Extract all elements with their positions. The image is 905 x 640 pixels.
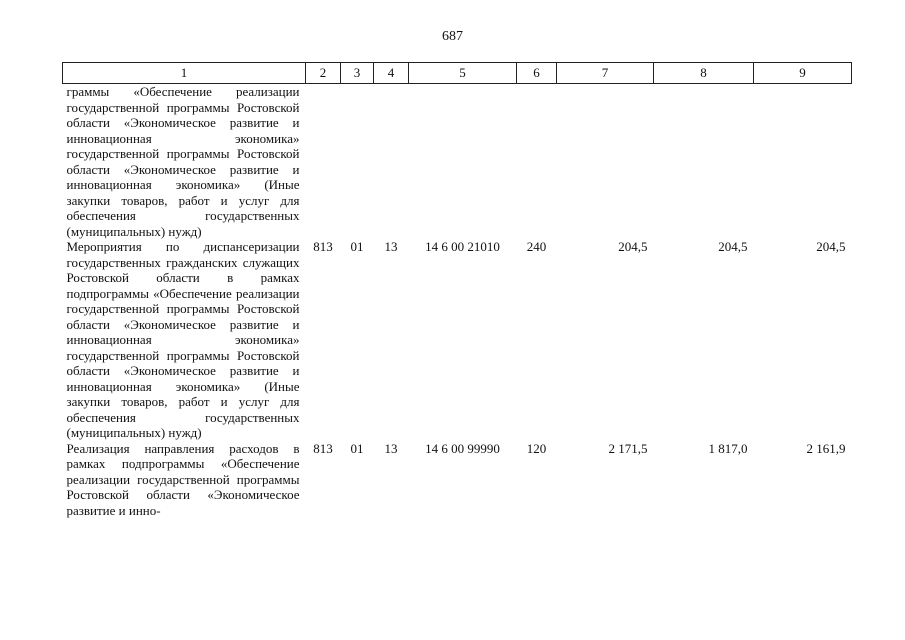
cell-expense-type: 240 [526,239,547,254]
cell-amount-7: 2 171,5 [608,440,648,456]
row-description: граммы «Обеспечение реализации государственной программы Ростовской области «Экономическое развитие и инновационная экономика» государственной программы Ростовской области «Экономическое развитие и инновационная экономика» (Иные закупки товаров, работ и услуг для обеспечения государственных (муниципальных) нужд) [66,84,300,239]
cell-subsection-code: 13 [384,239,398,254]
table-row [63,441,852,519]
column-header-4: 4 [374,63,409,84]
column-header-3: 3 [341,63,374,84]
cell-subsection-code [374,84,409,240]
page-number: 687 [442,29,463,44]
cell-target-code: 14 6 00 21010 [425,239,500,254]
column-header-5: 5 [409,63,517,84]
cell-amount-8: 1 817,0 [708,440,748,456]
table-row [63,84,852,240]
cell-amount-7 [557,84,654,240]
table-row [63,239,852,441]
column-header-2: 2 [306,63,341,84]
cell-section-code [341,84,374,240]
cell-expense-type: 120 [526,440,547,456]
cell-section-code: 01 [350,239,364,254]
cell-section-code: 01 [350,440,364,456]
cell-target-code: 14 6 00 99990 [425,440,500,456]
cell-ministry-code [306,84,341,240]
cell-ministry-code: 813 [313,239,333,254]
column-header-6: 6 [517,63,557,84]
column-header-8: 8 [654,63,754,84]
cell-expense-type [517,84,557,240]
cell-amount-9: 204,5 [816,239,846,254]
table-header-row [63,63,852,84]
row-description: Мероприятия по диспансеризации государственных гражданских служащих Ростовской области в рамках подпрограммы «Обеспечение реализации государственной программы Ростовской области «Экономическое развитие и инновационная экономика» государственной программы Ростовской области «Экономическое развитие и инновационная экономика» (Иные закупки товаров, работ и услуг для обеспечения государственных (муниципальных) нужд) [66,239,300,440]
cell-amount-8 [654,84,754,240]
budget-table [62,62,852,518]
cell-amount-9 [754,84,852,240]
cell-amount-8: 204,5 [718,239,748,254]
column-header-9: 9 [754,63,852,84]
cell-amount-9: 2 161,9 [806,440,846,456]
column-header-7: 7 [557,63,654,84]
row-description: Реализация направления расходов в рамках подпрограммы «Обеспечение реализации государственной программы Ростовской области «Экономическое развитие и инно- [66,440,300,518]
cell-ministry-code: 813 [313,440,333,456]
cell-target-code [409,84,517,240]
cell-subsection-code: 13 [384,440,398,456]
cell-amount-7: 204,5 [618,239,648,254]
column-header-1: 1 [63,63,306,84]
